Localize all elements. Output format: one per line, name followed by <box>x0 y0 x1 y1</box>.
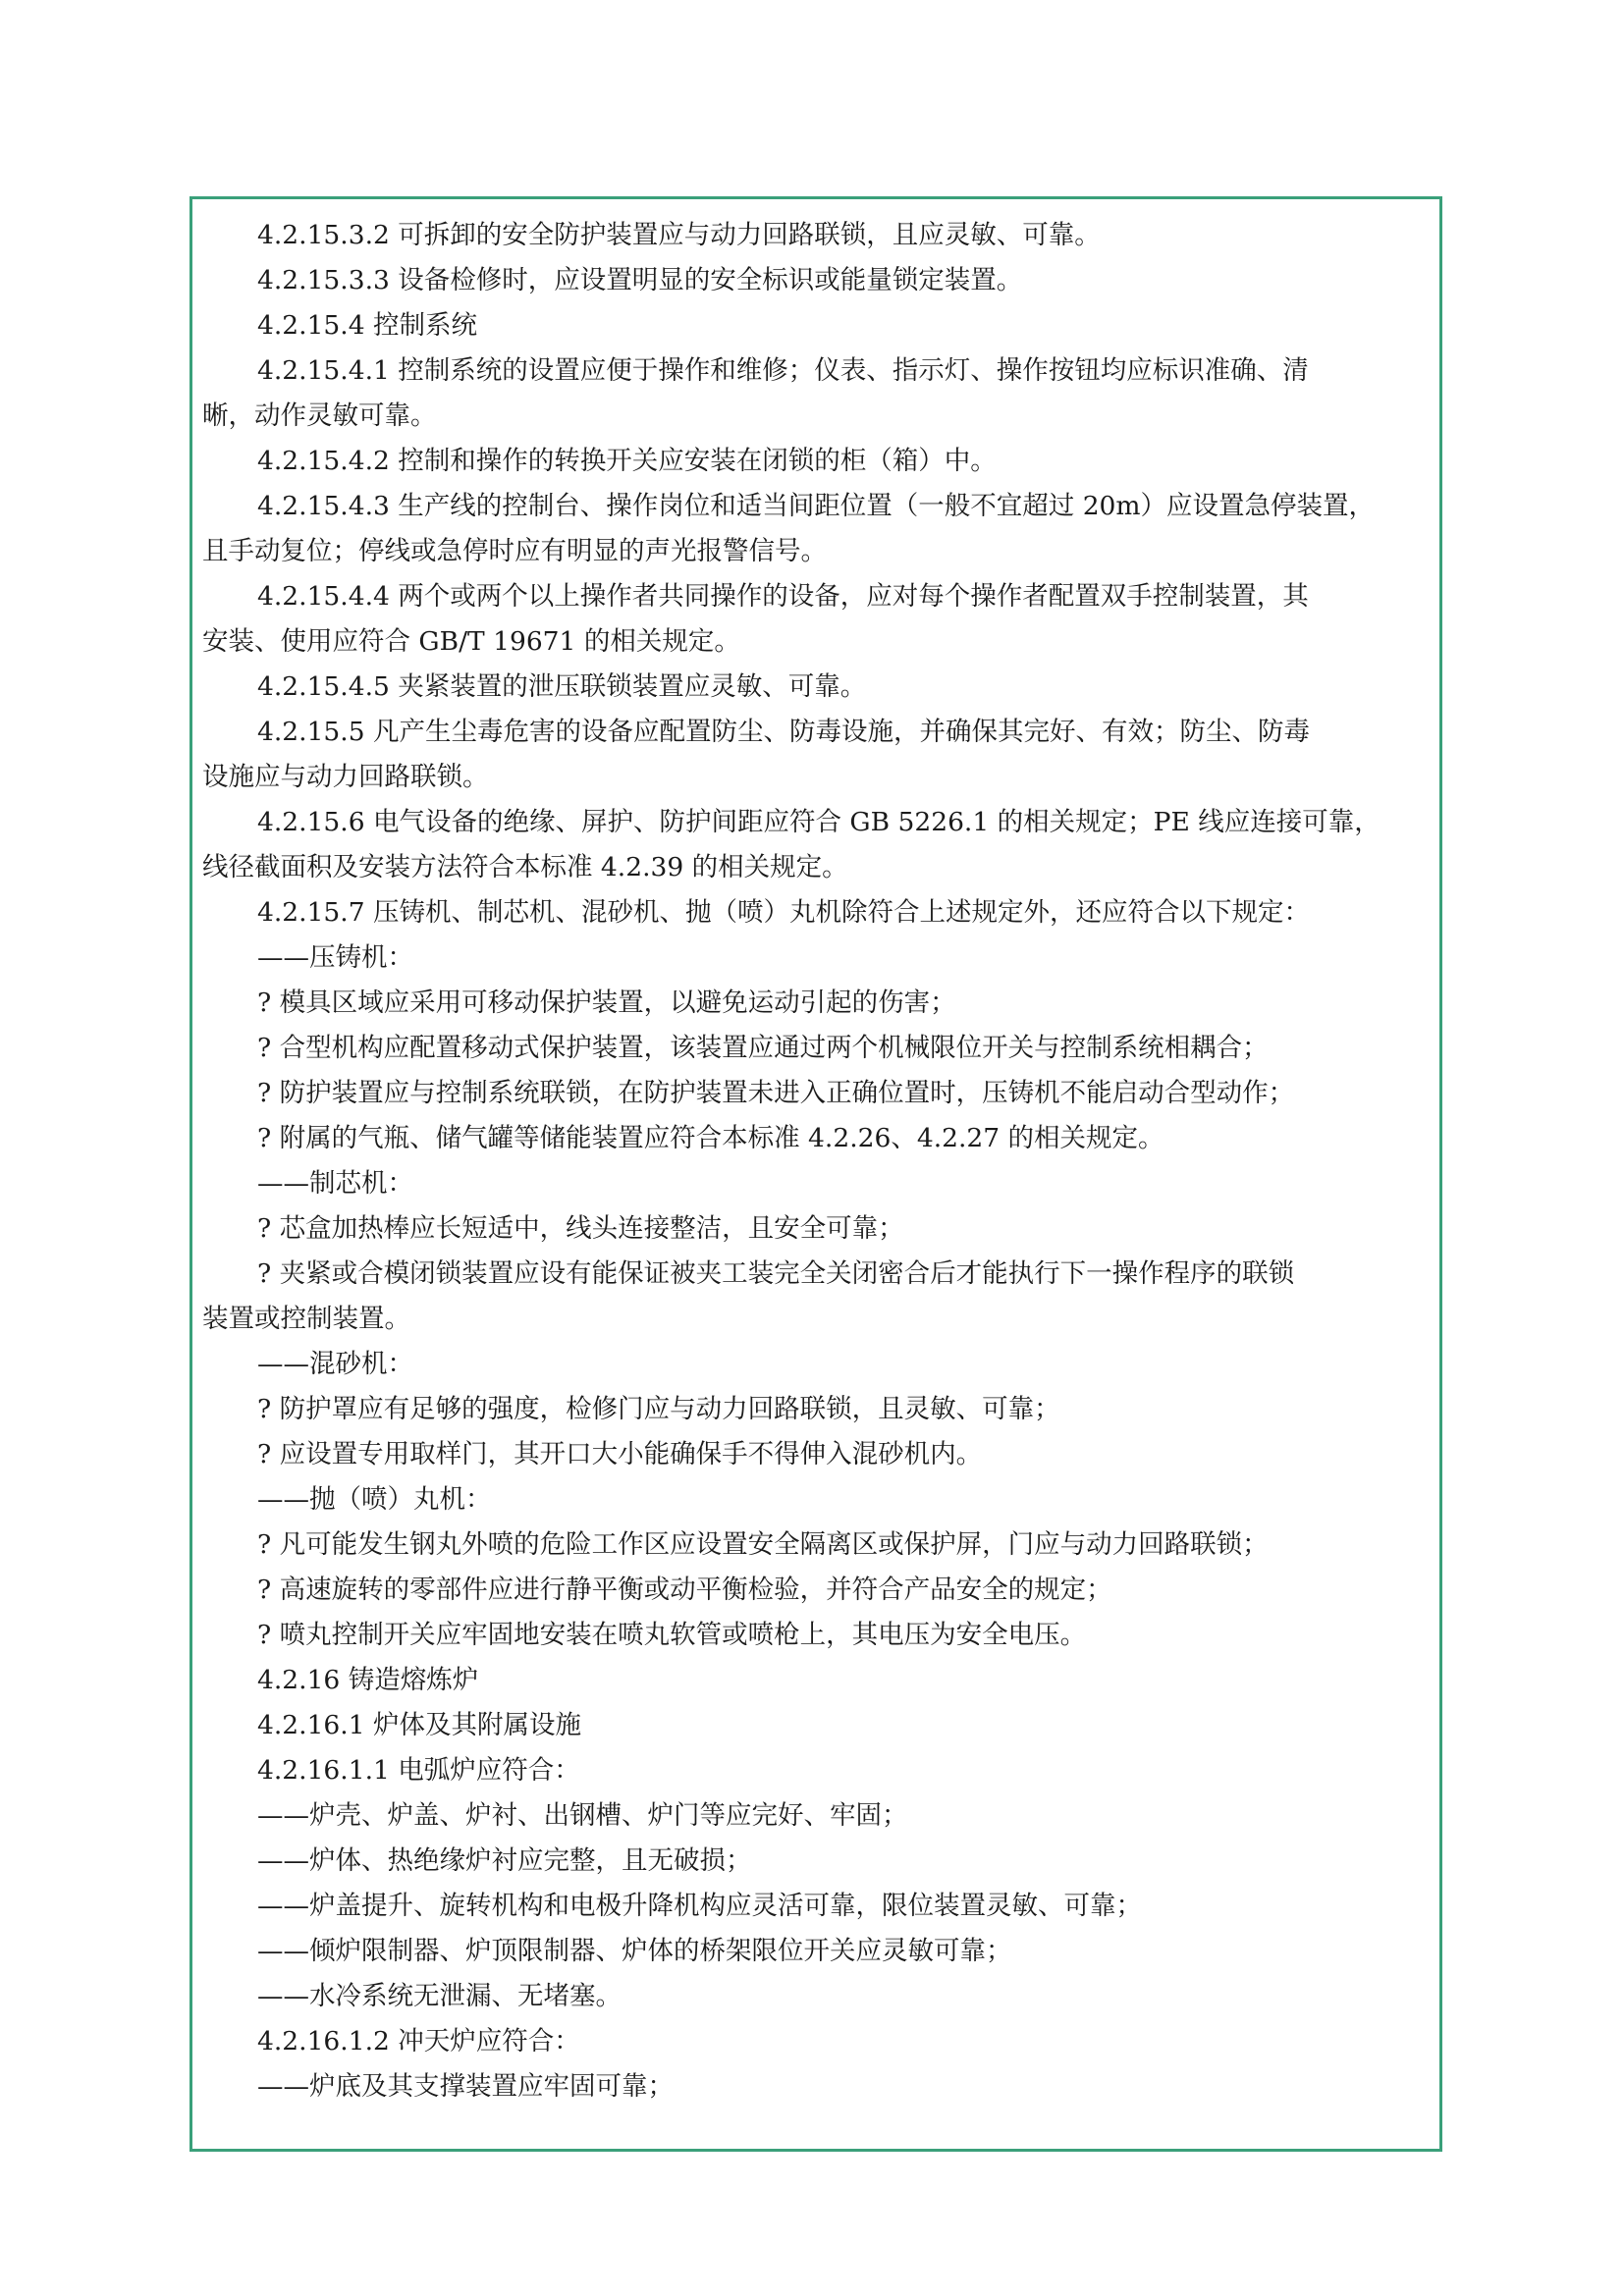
text-line: ——炉底及其支撑装置应牢固可靠； <box>257 2071 674 2102</box>
text-line: ? 合型机构应配置移动式保护装置，该装置应通过两个机械限位开关与控制系统相耦合； <box>257 1033 1269 1063</box>
text-line: ? 高速旋转的零部件应进行静平衡或动平衡检验，并符合产品安全的规定； <box>257 1575 1112 1605</box>
text-line: ? 芯盒加热棒应长短适中，线头连接整洁，且安全可靠； <box>257 1213 904 1244</box>
text-line: ——炉体、热绝缘炉衬应完整，且无破损； <box>257 1845 752 1876</box>
text-line: ——压铸机： <box>257 942 413 973</box>
text-line: ? 夹紧或合模闭锁装置应设有能保证被夹工装完全关闭密合后才能执行下一操作程序的联锁 <box>257 1258 1295 1289</box>
text-line: 4.2.15.4.4 两个或两个以上操作者共同操作的设备，应对每个操作者配置双手控制装置，其 <box>257 581 1309 612</box>
text-line: 且手动复位；停线或急停时应有明显的声光报警信号。 <box>202 536 827 566</box>
text-line: ? 防护装置应与控制系统联锁，在防护装置未进入正确位置时，压铸机不能启动合型动作； <box>257 1078 1295 1108</box>
text-line: 4.2.15.5 凡产生尘毒危害的设备应配置防尘、防毒设施，并确保其完好、有效；防尘、防毒 <box>257 717 1310 747</box>
text-line: 安装、使用应符合 GB/T 19671 的相关规定。 <box>202 626 740 657</box>
text-line: ——炉壳、炉盖、炉衬、出钢槽、炉门等应完好、牢固； <box>257 1800 908 1831</box>
document-frame <box>189 196 1442 2152</box>
text-line: ? 喷丸控制开关应牢固地安装在喷丸软管或喷枪上，其电压为安全电压。 <box>257 1620 1087 1650</box>
text-line: 4.2.15.4.5 夹紧装置的泄压联锁装置应灵敏、可靠。 <box>257 671 867 702</box>
text-line: 4.2.16 铸造熔炼炉 <box>257 1665 479 1695</box>
text-line: ——炉盖提升、旋转机构和电极升降机构应灵活可靠，限位装置灵敏、可靠； <box>257 1891 1142 1921</box>
text-line: 4.2.16.1 炉体及其附属设施 <box>257 1710 581 1740</box>
text-line: 晰，动作灵敏可靠。 <box>202 400 437 431</box>
text-line: 4.2.15.7 压铸机、制芯机、混砂机、抛（喷）丸机除符合上述规定外，还应符合以下规定： <box>257 897 1310 928</box>
text-line: 4.2.15.3.3 设备检修时，应设置明显的安全标识或能量锁定装置。 <box>257 265 1023 295</box>
text-line: 4.2.15.4 控制系统 <box>257 310 477 341</box>
text-line: 4.2.16.1.2 冲天炉应符合： <box>257 2026 580 2056</box>
text-line: 设施应与动力回路联锁。 <box>202 762 489 792</box>
text-line: 4.2.15.4.3 生产线的控制台、操作岗位和适当间距位置（一般不宜超过 20m）应设置急停装置， <box>257 491 1376 521</box>
text-line: 线径截面积及安装方法符合本标准 4.2.39 的相关规定。 <box>202 852 848 882</box>
text-line: 4.2.15.6 电气设备的绝缘、屏护、防护间距应符合 GB 5226.1 的相关规定；PE 线应连接可靠， <box>257 807 1380 837</box>
text-line: 4.2.15.3.2 可拆卸的安全防护装置应与动力回路联锁，且应灵敏、可靠。 <box>257 220 1101 250</box>
text-line: 4.2.16.1.1 电弧炉应符合： <box>257 1755 580 1786</box>
text-line: ——制芯机： <box>257 1168 413 1199</box>
text-line: ——水冷系统无泄漏、无堵塞。 <box>257 1981 622 2011</box>
text-line: ——混砂机： <box>257 1349 413 1379</box>
document-body <box>202 213 1428 2109</box>
text-line: 4.2.15.4.2 控制和操作的转换开关应安装在闭锁的柜（箱）中。 <box>257 446 997 476</box>
text-line: ? 凡可能发生钢丸外喷的危险工作区应设置安全隔离区或保护屏，门应与动力回路联锁； <box>257 1529 1269 1560</box>
text-line: ? 附属的气瓶、储气罐等储能装置应符合本标准 4.2.26、4.2.27 的相关规定。 <box>257 1123 1164 1153</box>
text-line: ——抛（喷）丸机： <box>257 1484 492 1515</box>
text-line: 4.2.15.4.1 控制系统的设置应便于操作和维修；仪表、指示灯、操作按钮均应标识准确、清 <box>257 355 1309 386</box>
text-line: 装置或控制装置。 <box>202 1304 410 1334</box>
text-line: ? 防护罩应有足够的强度，检修门应与动力回路联锁，且灵敏、可靠； <box>257 1394 1060 1424</box>
text-line: ——倾炉限制器、炉顶限制器、炉体的桥架限位开关应灵敏可靠； <box>257 1936 1012 1966</box>
text-line: ? 模具区域应采用可移动保护装置，以避免运动引起的伤害； <box>257 988 956 1018</box>
text-line: ? 应设置专用取样门，其开口大小能确保手不得伸入混砂机内。 <box>257 1439 983 1469</box>
